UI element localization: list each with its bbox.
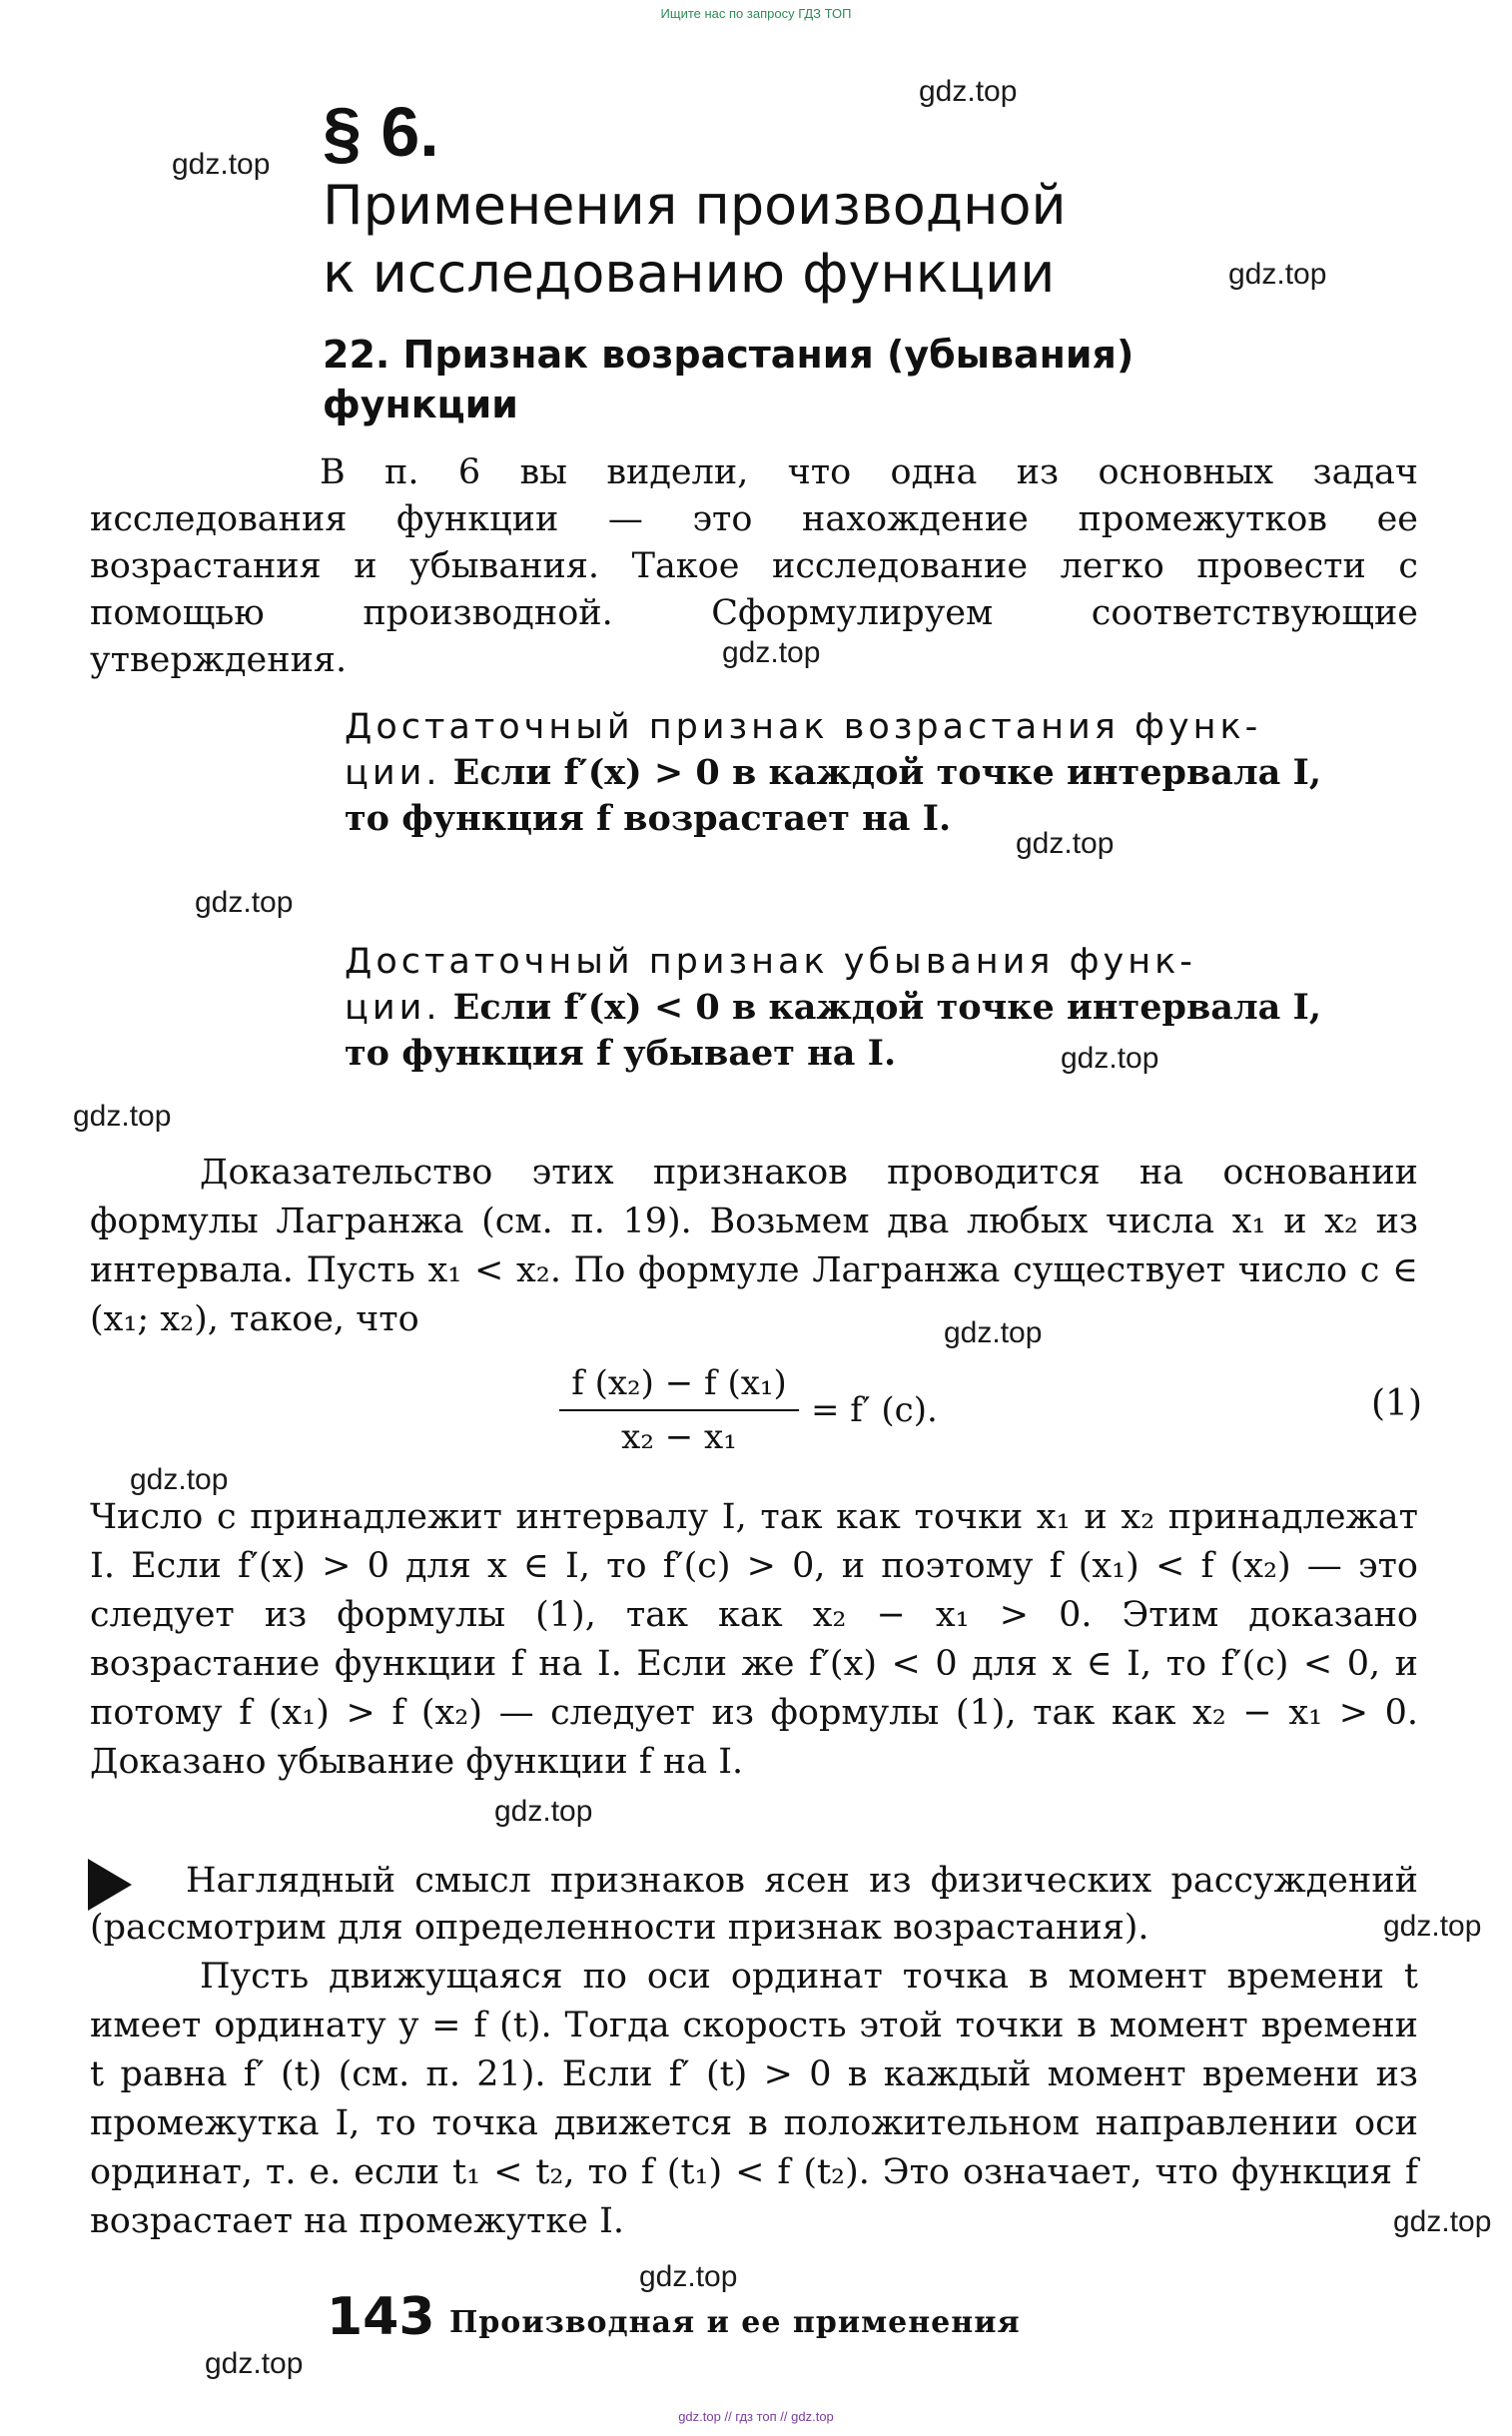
watermark[interactable]: gdz.top xyxy=(722,636,821,669)
theorem1-line2-statement: Если f′(x) > 0 в каждой точке интервала I, xyxy=(440,752,1322,793)
page-number: 143 xyxy=(327,2287,435,2347)
watermark[interactable]: gdz.top xyxy=(1228,258,1327,291)
theorem1-line1: Достаточный признак возрастания функ- xyxy=(345,707,1262,747)
running-head: Производная и ее применения xyxy=(449,2305,1021,2340)
watermark[interactable]: gdz.top xyxy=(1016,827,1115,860)
theorem1-line2-label: ции. xyxy=(345,753,441,793)
fraction-bar xyxy=(559,1409,799,1411)
watermark[interactable]: gdz.top xyxy=(494,1795,593,1828)
section-number: § 6. xyxy=(323,93,439,171)
theorem2-line2-label: ции. xyxy=(345,988,441,1028)
watermark[interactable]: gdz.top xyxy=(1393,2205,1492,2238)
formula-rhs: = f′ (c). xyxy=(811,1390,938,1430)
watermark[interactable]: gdz.top xyxy=(1061,1042,1159,1075)
after-formula-paragraph: Число c принадлежит интервалу I, так как точки x₁ и x₂ принадлежат I. Если f′(x) > 0 для x ∈ I, то f′(c) > 0, и поэтому f (x₁) < f (x₂) — это следует из формулы (1), так как x₂ − x₁ > 0. Этим доказано возрастание функции f на I. Если же f′(x) < 0 для x ∈ I, то f′(c) < 0, и потому f (x₁) > f (x₂) — следует из формулы (1), так как x₂ − x₁ > 0. Доказано убывание функции f на I. xyxy=(90,1497,1418,1782)
subsection-title-line1: 22. Признак возрастания (убывания) xyxy=(323,333,1134,377)
formula-denominator: x₂ − x₁ xyxy=(621,1417,737,1457)
watermark[interactable]: gdz.top xyxy=(73,1100,172,1133)
watermark[interactable]: gdz.top xyxy=(130,1463,229,1496)
watermark[interactable]: gdz.top xyxy=(639,2260,738,2293)
watermark[interactable]: gdz.top xyxy=(1383,1910,1482,1943)
theorem2-line1: Достаточный признак убывания функ- xyxy=(345,942,1196,982)
theorem1-line3-statement: то функция f возрастает на I. xyxy=(345,798,952,839)
motion-paragraph: Пусть движущаяся по оси ординат точка в момент времени t имеет ординату y = f (t). Тогда скорость этой точки в момент времени t равна f′ (t) (см. п. 21). Если f′ (t) > 0 в каждый момент времени из промежутка I, то точка движется в положительном направлении оси ординат, т. е. если t₁ < t₂, то f (t₁) < f (t₂). Это означает, что функция f возрастает на промежутке I. xyxy=(90,1957,1418,2241)
watermark[interactable]: gdz.top xyxy=(944,1316,1043,1349)
chapter-title xyxy=(323,172,1067,308)
lagrange-formula xyxy=(559,1363,938,1457)
formula-numerator: f (x₂) − f (x₁) xyxy=(571,1363,787,1403)
proof-paragraph: Доказательство этих признаков проводится на основании формулы Лагранжа (см. п. 19). Возьмем два любых числа x₁ и x₂ из интервала. Пусть x₁ < x₂. По формуле Лагранжа существует число c ∈ (x₁; x₂), такое, что xyxy=(90,1153,1418,1339)
theorem2-line2-statement: Если f′(x) < 0 в каждой точке интервала I, xyxy=(440,987,1322,1028)
watermark[interactable]: gdz.top xyxy=(172,148,271,181)
theorem-decreasing xyxy=(345,939,1423,1077)
theorem-increasing xyxy=(345,704,1423,842)
theorem2-line3-statement: то функция f убывает на I. xyxy=(345,1033,897,1074)
watermark[interactable]: gdz.top xyxy=(919,75,1018,108)
bottom-banner[interactable]: gdz.top // гдз топ // gdz.top xyxy=(678,2409,834,2424)
chapter-title-line2: к исследованию функции xyxy=(323,242,1056,305)
watermark[interactable]: gdz.top xyxy=(195,886,294,919)
visual-meaning-paragraph: Наглядный смысл признаков ясен из физических рассуждений (рассмотрим для определенности признак возрастания). xyxy=(90,1861,1418,1948)
watermark[interactable]: gdz.top xyxy=(205,2347,304,2380)
top-banner[interactable]: Ищите нас по запросу ГДЗ ТОП xyxy=(660,6,852,21)
formula-number: (1) xyxy=(1371,1383,1422,1424)
subsection-title-line2: функции xyxy=(323,383,518,426)
subsection-title xyxy=(323,330,1134,429)
chapter-title-line1: Применения производной xyxy=(323,174,1067,237)
intro-paragraph: В п. 6 вы видели, что одна из основных задач исследования функции — это нахождение промежутков ее возрастания и убывания. Такое исследование легко провести с помощью производной. Сформулируем соответствующие утверждения. xyxy=(90,452,1418,680)
